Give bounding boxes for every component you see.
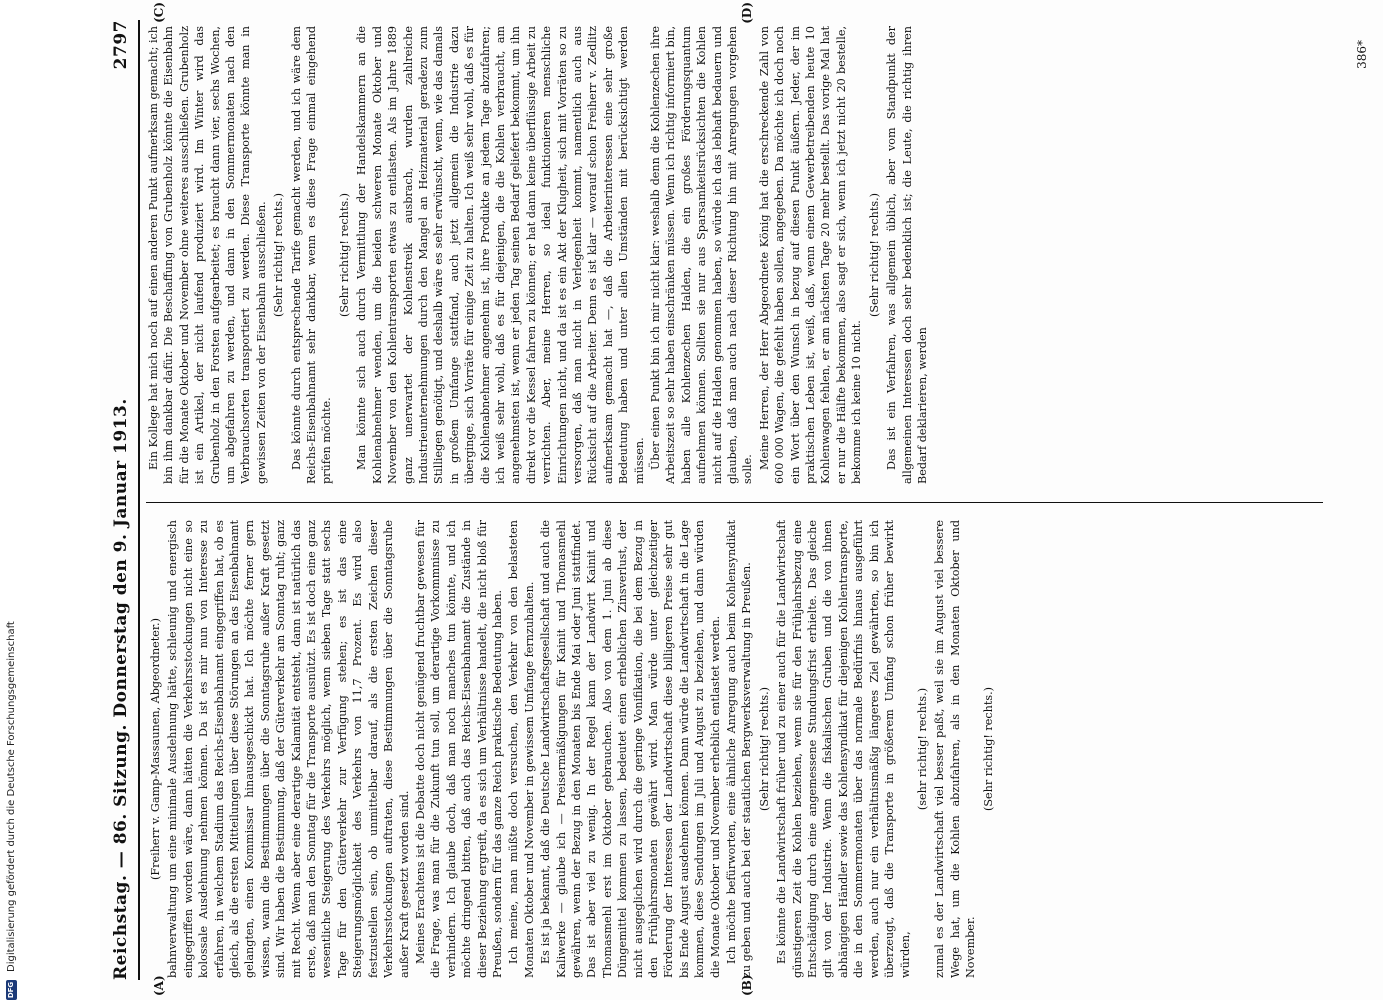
margin-marker-a: (A) bbox=[152, 975, 166, 996]
header-title: Reichstag. — 86. Sitzung. Donnerstag den 9. Januar 1913. bbox=[111, 398, 131, 980]
page bbox=[100, 0, 1383, 1000]
paragraph: Das ist ein Verfahren, was allgemein üblich, aber vom Standpunkt der allgemeinen Interessen doch sehr bedenklich ist; die Leute, die richtig ihren Bedarf deklarieren, werden bbox=[885, 26, 929, 484]
interjection: (sehr richtig! rechts.) bbox=[915, 687, 929, 811]
margin-marker-d: (D) bbox=[740, 2, 754, 24]
paragraph: Es ist ja bekannt, daß die Deutsche Landwirtschaftsgesellschaft und auch die Kaliwerke — glaube ich — Preisermäßigungen für Kainit und Thomasmehl gewähren, wenn der Bezug in den Monaten bis Ende Mai oder Juni stattfindet. Das ist aber viel zu wenig. In der Regel kann der Landwirt Kainit und Thomasmehl erst im Oktober gebrauchen. Also von dem 1. Juni ab diese Düngemittel kommen zu lassen, bedeutet einen erheblichen Zinsverlust, der nicht ausgeglichen wird durch die geringe Vonifikation, die bei dem Bezug in den Frühjahrsmonaten gewährt wird. Man würde unter gleichzeitiger Förderung der Interessen der Landwirtschaft diese billigeren Preise sehr gut bis Ende August ausdehnen können. Dann würde die Landwirtschaft in die Lage kommen, diese Sendungen im Juli und August zu beziehen, und dann würden die Monate Oktober und November erheblich entlastet werden. bbox=[539, 520, 722, 978]
dfg-logo: DFG bbox=[6, 981, 15, 999]
page-number: 2797 bbox=[111, 20, 131, 70]
paragraph: Ein Kollege hat mich noch auf einen anderen Punkt aufmerksam gemacht; ich bin ihm dankbar dafür. Die Beschaffung von Grubenholz könnte die Eisenbahn für die Monate Oktober und November ohne weiteres ausschließen. Grubenholz ist ein Artikel, der nicht laufend produziert wird. Im Winter wird das Grubenholz in den Forsten aufgearbeitet; es braucht dann vier, sechs Wochen, um abgefahren zu werden, und dann in den Sommermonaten nach den Verbrauchsorten transportiert zu werden. Diese Transporte könnte man in gewissen Zeiten von der Eisenbahn ausschließen. bbox=[147, 26, 268, 484]
paragraph: Ich möchte befürworten, eine ähnliche Anregung auch beim Kohlensyndikat zu geben und auch bei der staatlichen Bergwerksverwaltung in Preußen. bbox=[725, 520, 754, 978]
right-column bbox=[146, 26, 1371, 484]
interjection: (Sehr richtig! rechts.) bbox=[337, 192, 351, 318]
column-divider bbox=[146, 502, 1323, 503]
paragraph: Man könnte sich auch durch Vermittlung der Handelskammern an die Kohlenabnehmer wenden, um die beiden schweren Monate Oktober und November von den Kohlentransporten etwas zu entlasten. Als im Jahre 1889 ganz unerwartet der Kohlenstreik ausbrach, wurden zahlreiche Industrieunternehmungen durch den Mangel an Heizmaterial geradezu zum Stilliegen genötigt, und deshalb wäre es sehr erwünscht, wenn, wie das damals in großem Umfange stattfand, auch jetzt allgemein die Industrie dazu überginge, sich Vorräte für einige Zeit zu halten. Ich weiß sehr wohl, daß es für die Kohlenabnehmer angenehm ist, ihre Produkte an jedem Tage abzufahren; ich weiß sehr wohl, daß es für diejenigen, die die Kohlen verbraucht, am angenehmsten ist, wenn er jeden Tag seinen Bedarf geliefert bekommt, um ihn direkt vor die Kessel fahren zu können; er hat dann keine überflüssige Arbeit zu verrichten. Aber, meine Herren, so ideal funktionieren menschliche Einrichtungen nicht, und da ist es ein Akt der Klugheit, sich mit Vorräten so zu versorgen, daß man nicht in Verlegenheit kommt, namentlich auch aus Rücksicht auf die Arbeiter. Denn es ist klar — worauf schon Freiherr v. Zedlitz aufmerksam gemacht hat —, daß die Arbeiterinteressen eine sehr große Bedeutung haben und unter allen Umständen mit berücksichtigt werden müssen. bbox=[355, 26, 646, 484]
paragraph: Meines Erachtens ist die Debatte doch nicht genügend fruchtbar gewesen für die Frage, was man für die Zukunft tun soll, um derartige Vorkommnisse zu verhindern. Ich glaube doch, daß man noch manches tun könnte, und ich möchte dringend bitten, daß auch das Reichs-Eisenbahnamt die Zustände in dieser Beziehung ergreift, da es sich um Verhältnisse handelt, die nicht bloß für Preußen, sondern für das ganze Reich praktische Bedeutung haben. bbox=[413, 520, 504, 978]
paragraph: Ich meine, man müßte doch versuchen, den Verkehr von den belasteten Monaten Oktober und November in gewissem Umfange fernzuhalten. bbox=[507, 520, 536, 978]
margin-marker-b: (B) bbox=[740, 974, 754, 996]
scanned-page bbox=[100, 0, 1383, 1000]
interjection: (Sehr richtig! rechts.) bbox=[757, 686, 771, 812]
paragraph: zumal es der Landwirtschaft viel besser paßt, weil sie im August viel bessere Wege hat, um die Kohlen abzufahren, als in den Monaten Oktober und November. bbox=[933, 520, 978, 978]
interjection: (Sehr richtig! rechts.) bbox=[272, 192, 286, 318]
margin-marker-c: (C) bbox=[152, 2, 166, 23]
speaker-line: (Freiherr v. Gamp-Massaunen, Abgeordneter.) bbox=[149, 618, 162, 880]
paragraph: Meine Herren, der Herr Abgeordnete König hat die erschreckende Zahl von 600 000 Wagen, die gefehlt haben sollen, angegeben. Da möchte ich doch noch ein Wort über den Wunsch in bezug auf diesen Punkt äußern. Jeder, der im praktischen Leben ist, weiß, daß, wenn einem Gewerbetreibenden heute 10 Kohlenwagen fehlen, er am nächsten Tage 20 mehr bestellt. Das vorige Mal hat er nur die Hälfte bekommen, also sagt er sich, wenn ich jetzt nicht 20 bestelle, bekomme ich keine 10 nicht. bbox=[757, 26, 864, 484]
sheet-number: 386* bbox=[1355, 40, 1369, 69]
page-header bbox=[106, 20, 136, 980]
paragraph: bahnverwaltung um eine minimale Ausdehnung hätte, schleunig und energisch eingegriffen worden wäre, dann hätten die Verkehrsstockungen nicht eine so kolossale Ausdehnung nehmen können. Da ist es mir nun von Interesse zu erfahren, in welchem Stadium das Reichs-Eisenbahnamt eingegriffen hat, ob es gleich, als die ersten Mitteilungen über diese Störungen an das Eisenbahnamt gelangten, einen Kommissar hinausgeschickt hat. Ich möchte ferner gern wissen, wann die Bestimmungen über die Sonntagsruhe außer Kraft gesetzt sind. Wir haben die Bestimmung, daß der Güterverkehr am Sonntag ruht; ganz mit Recht. Wenn aber eine derartige Kalamität entsteht, dann ist natürlich das erste, daß man den Sonntag für die Transporte ausnützt. Es ist doch eine ganz wesentliche Steigerung des Verkehrs möglich, wenn sieben Tage statt sechs Tage für den Güterverkehr zur Verfügung stehen; es ist das eine Steigerungsmöglichkeit des Verkehrs von 11,7 Prozent. Es wird also festzustellen sein, ob unmittelbar darauf, als die ersten Zeichen dieser Verkehrsstockungen auftraten, diese Bestimmungen über die Sonntagsruhe außer Kraft gesetzt worden sind. bbox=[166, 520, 411, 978]
paragraph: Über einen Punkt bin ich mir nicht klar: weshalb denn die Kohlenzechen ihre Arbeitszeit so sehr haben einschränken müssen. Wenn ich richtig informiert bin, haben alle Kohlenzechen Halden, die ein großes Förderungsquantum aufnehmen können. Sollten sie nur aus Sparsamkeitsrücksichten die Kohlen nicht auf die Halden genommen haben, so würde ich das lebhaft bedauern und glauben, daß man auch nach dieser Richtung hin mit Anregungen vorgehen solle. bbox=[649, 26, 755, 484]
left-column bbox=[146, 520, 1371, 978]
digitization-note bbox=[2, 0, 20, 1000]
interjection: (Sehr richtig! rechts.) bbox=[981, 686, 995, 812]
interjection: (Sehr richtig! rechts.) bbox=[867, 192, 881, 318]
paragraph: Es könnte die Landwirtschaft früher und zu einer auch für die Landwirtschaft günstigeren Zeit die Kohlen beziehen, wenn sie für den Frühjahrsbezug eine Entschädigung durch eine angemessene Stundungsfrist erhielte. Das gleiche gilt von der Industrie. Wenn die fiskalischen Gruben und die von ihnen abhängigen Händler sowie das Kohlensyndikat für diejenigen Kohlentransporte, die in den Sommermonaten über das normale Bedürfnis hinaus ausgeführt werden, auch nur ein verhältnismäßig längeres Ziel gewährten, so bin ich überzeugt, daß die Transporte in größerem Umfang schon früher bewirkt würden, bbox=[775, 520, 912, 978]
header-rule bbox=[138, 20, 140, 980]
digitization-note-text: Digitalisierung gefördert durch die Deutsche Forschungsgemeinschaft bbox=[5, 621, 17, 972]
paragraph: Das könnte durch entsprechende Tarife gemacht werden, und ich wäre dem Reichs-Eisenbahnamt sehr dankbar, wenn es diese Frage einmal eingehend prüfen möchte. bbox=[289, 26, 334, 484]
